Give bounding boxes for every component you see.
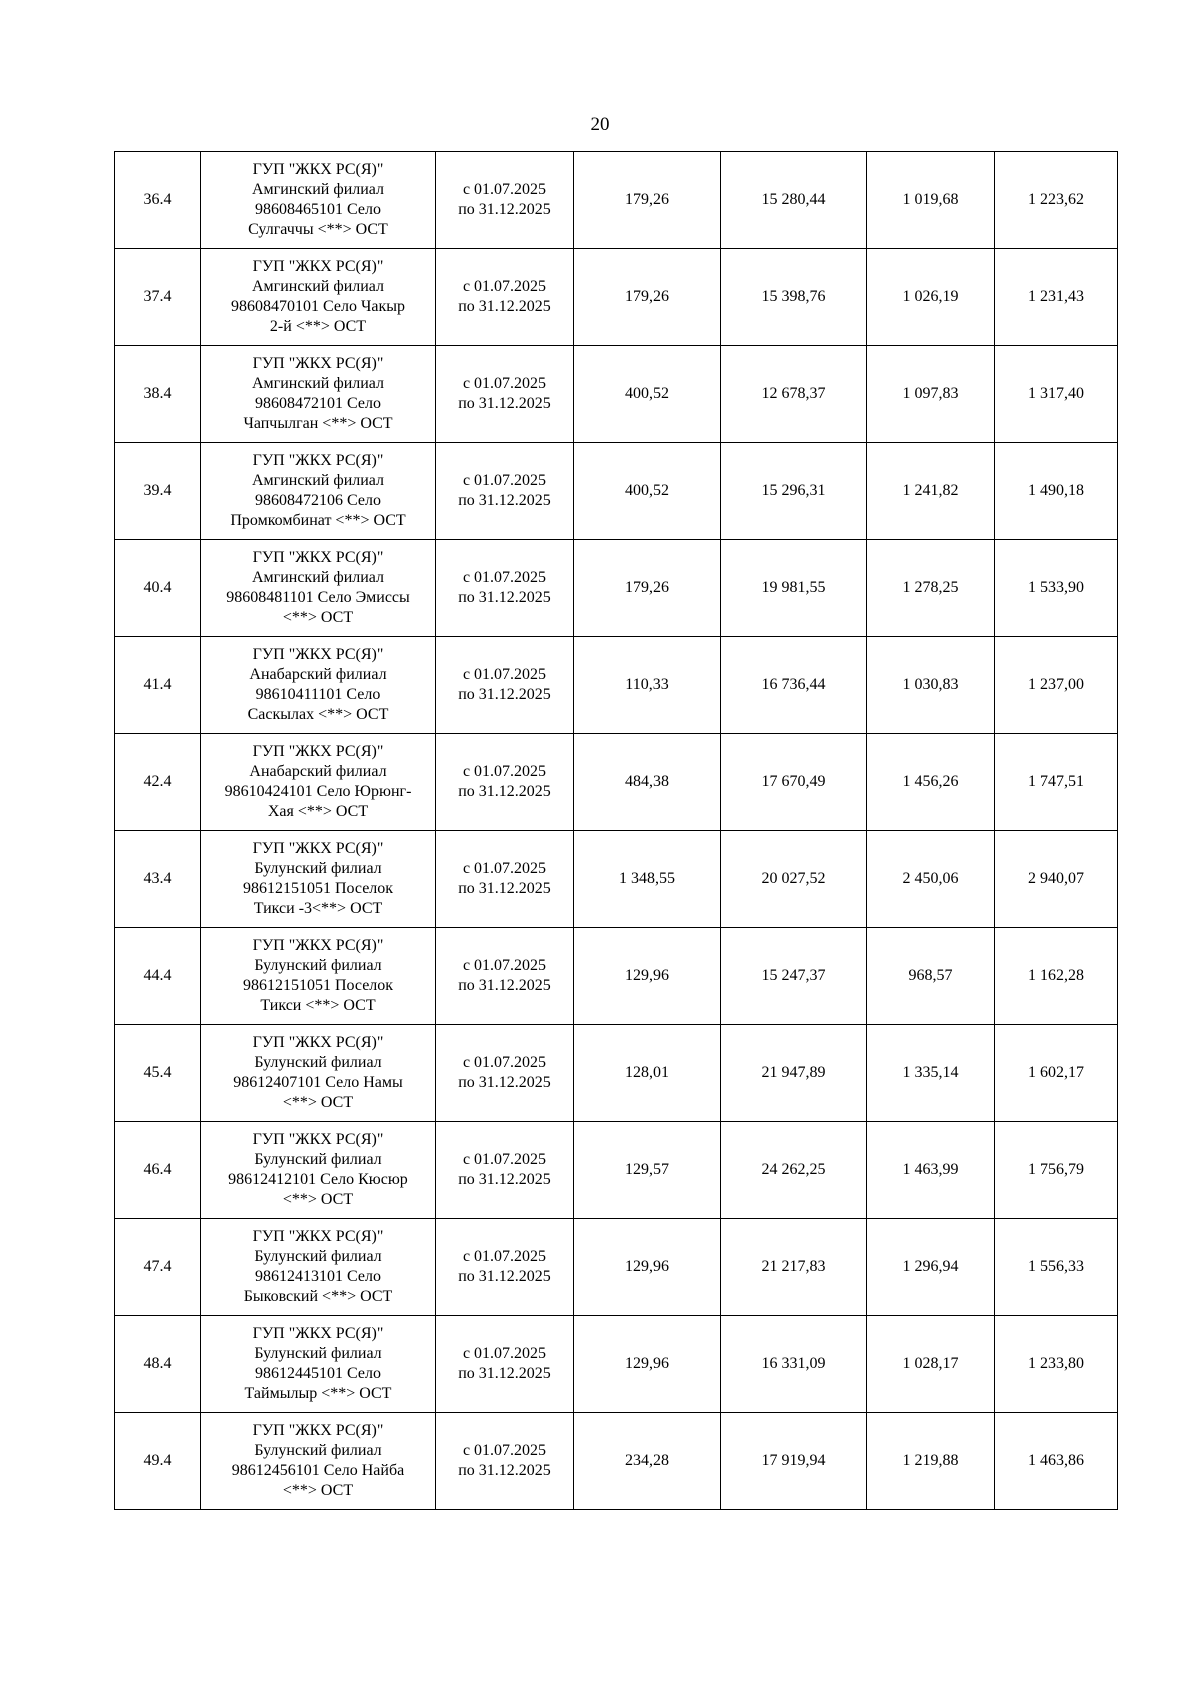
value-cell-v2: 17 670,49 (721, 734, 867, 831)
value-cell-v1: 484,38 (574, 734, 721, 831)
organization-line: ГУП "ЖКХ РС(Я)" (252, 161, 384, 178)
organization-line: ГУП "ЖКХ РС(Я)" (252, 1228, 384, 1245)
value-cell-v1: 179,26 (574, 540, 721, 637)
period-line: с 01.07.2025 (462, 569, 547, 586)
organization-cell (201, 1316, 436, 1413)
table-row (115, 928, 1118, 1025)
value-cell-v1: 128,01 (574, 1025, 721, 1122)
table-row (115, 540, 1118, 637)
value-cell-v2: 19 981,55 (721, 540, 867, 637)
period-cell (436, 928, 574, 1025)
organization-line: ГУП "ЖКХ РС(Я)" (252, 646, 384, 663)
value-cell-v1: 400,52 (574, 443, 721, 540)
table-row (115, 152, 1118, 249)
organization-line: ГУП "ЖКХ РС(Я)" (252, 355, 384, 372)
organization-line: Амгинский филиал (251, 472, 385, 489)
row-number-cell: 39.4 (115, 443, 201, 540)
value-cell-v2: 15 280,44 (721, 152, 867, 249)
period-line: по 31.12.2025 (458, 1462, 551, 1479)
period-line: с 01.07.2025 (462, 375, 547, 392)
page-number: 20 (590, 114, 610, 135)
value-cell-v1: 234,28 (574, 1413, 721, 1510)
period-cell (436, 443, 574, 540)
organization-line: ГУП "ЖКХ РС(Я)" (252, 258, 384, 275)
value-cell-v3: 968,57 (867, 928, 995, 1025)
period-cell (436, 1413, 574, 1510)
organization-cell (201, 637, 436, 734)
organization-line: Тикси -3<**> ОСТ (253, 900, 383, 917)
organization-line: 98612445101 Село (255, 1365, 381, 1382)
period-line: по 31.12.2025 (458, 880, 551, 897)
period-line: по 31.12.2025 (458, 1365, 551, 1382)
organization-line: Хая <**> ОСТ (267, 803, 369, 820)
period-line: по 31.12.2025 (458, 977, 551, 994)
organization-line: 98608472101 Село (255, 395, 381, 412)
organization-line: Анабарский филиал (249, 763, 387, 780)
organization-line: Амгинский филиал (251, 181, 385, 198)
value-cell-v4: 1 602,17 (995, 1025, 1118, 1122)
organization-line: Быковский <**> ОСТ (243, 1288, 393, 1305)
organization-line: 98608470101 Село Чакыр (231, 298, 405, 315)
value-cell-v3: 1 456,26 (867, 734, 995, 831)
value-cell-v2: 20 027,52 (721, 831, 867, 928)
tariff-table (114, 151, 1118, 1510)
value-cell-v3: 1 241,82 (867, 443, 995, 540)
period-line: по 31.12.2025 (458, 298, 551, 315)
value-cell-v2: 24 262,25 (721, 1122, 867, 1219)
organization-line: Булунский филиал (254, 1345, 382, 1362)
table-row (115, 831, 1118, 928)
period-cell (436, 540, 574, 637)
row-number-cell: 47.4 (115, 1219, 201, 1316)
period-line: с 01.07.2025 (462, 763, 547, 780)
organization-line: ГУП "ЖКХ РС(Я)" (252, 1422, 384, 1439)
table-row (115, 346, 1118, 443)
period-line: по 31.12.2025 (458, 589, 551, 606)
organization-line: ГУП "ЖКХ РС(Я)" (252, 1325, 384, 1342)
table-row (115, 1025, 1118, 1122)
organization-line: Промкомбинат <**> ОСТ (230, 512, 406, 529)
period-cell (436, 1122, 574, 1219)
table-row (115, 443, 1118, 540)
organization-line: Саскылах <**> ОСТ (247, 706, 389, 723)
value-cell-v3: 1 030,83 (867, 637, 995, 734)
table-row (115, 1219, 1118, 1316)
organization-line: Булунский филиал (254, 1054, 382, 1071)
organization-line: Сулгаччы <**> ОСТ (248, 221, 388, 238)
organization-cell (201, 346, 436, 443)
value-cell-v3: 1 097,83 (867, 346, 995, 443)
organization-line: Амгинский филиал (251, 569, 385, 586)
row-number-cell: 49.4 (115, 1413, 201, 1510)
period-cell (436, 1316, 574, 1413)
period-line: по 31.12.2025 (458, 686, 551, 703)
table-row (115, 1122, 1118, 1219)
row-number-cell: 42.4 (115, 734, 201, 831)
organization-line: 98612151051 Поселок (242, 977, 394, 994)
organization-line: Тикси <**> ОСТ (260, 997, 376, 1014)
organization-line: Амгинский филиал (251, 278, 385, 295)
organization-cell (201, 1413, 436, 1510)
organization-line: ГУП "ЖКХ РС(Я)" (252, 452, 384, 469)
row-number-cell: 46.4 (115, 1122, 201, 1219)
value-cell-v3: 1 335,14 (867, 1025, 995, 1122)
value-cell-v3: 1 296,94 (867, 1219, 995, 1316)
organization-line: 98612407101 Село Намы (233, 1074, 403, 1091)
value-cell-v2: 21 217,83 (721, 1219, 867, 1316)
organization-line: ГУП "ЖКХ РС(Я)" (252, 1034, 384, 1051)
value-cell-v3: 1 019,68 (867, 152, 995, 249)
period-line: с 01.07.2025 (462, 1345, 547, 1362)
period-cell (436, 1025, 574, 1122)
value-cell-v1: 179,26 (574, 249, 721, 346)
value-cell-v3: 2 450,06 (867, 831, 995, 928)
period-line: с 01.07.2025 (462, 181, 547, 198)
table-row (115, 1413, 1118, 1510)
period-cell (436, 249, 574, 346)
value-cell-v4: 1 490,18 (995, 443, 1118, 540)
organization-line: 2-й <**> ОСТ (269, 318, 367, 335)
period-line: по 31.12.2025 (458, 201, 551, 218)
organization-line: 98610424101 Село Юрюнг- (224, 783, 412, 800)
value-cell-v3: 1 463,99 (867, 1122, 995, 1219)
organization-cell (201, 152, 436, 249)
period-line: по 31.12.2025 (458, 1268, 551, 1285)
organization-line: ГУП "ЖКХ РС(Я)" (252, 549, 384, 566)
period-line: с 01.07.2025 (462, 1442, 547, 1459)
organization-line: 98612151051 Поселок (242, 880, 394, 897)
period-cell (436, 1219, 574, 1316)
period-line: с 01.07.2025 (462, 957, 547, 974)
organization-cell (201, 540, 436, 637)
period-line: по 31.12.2025 (458, 783, 551, 800)
organization-line: 98612412101 Село Кюсюр (228, 1171, 408, 1188)
value-cell-v1: 179,26 (574, 152, 721, 249)
organization-line: Амгинский филиал (251, 375, 385, 392)
period-cell (436, 346, 574, 443)
value-cell-v1: 129,96 (574, 1219, 721, 1316)
value-cell-v2: 12 678,37 (721, 346, 867, 443)
period-line: с 01.07.2025 (462, 860, 547, 877)
table-row (115, 637, 1118, 734)
row-number-cell: 43.4 (115, 831, 201, 928)
table-row (115, 1316, 1118, 1413)
row-number-cell: 45.4 (115, 1025, 201, 1122)
value-cell-v4: 1 533,90 (995, 540, 1118, 637)
organization-line: Булунский филиал (254, 1248, 382, 1265)
period-line: с 01.07.2025 (462, 1248, 547, 1265)
organization-line: Булунский филиал (254, 1151, 382, 1168)
organization-line: <**> ОСТ (282, 1482, 354, 1499)
period-line: по 31.12.2025 (458, 395, 551, 412)
organization-line: 98608465101 Село (255, 201, 381, 218)
row-number-cell: 48.4 (115, 1316, 201, 1413)
organization-line: 98608472106 Село (255, 492, 381, 509)
organization-line: Таймылыр <**> ОСТ (244, 1385, 392, 1402)
row-number-cell: 40.4 (115, 540, 201, 637)
period-line: с 01.07.2025 (462, 1054, 547, 1071)
organization-cell (201, 928, 436, 1025)
value-cell-v4: 1 237,00 (995, 637, 1118, 734)
organization-line: Чапчылган <**> ОСТ (243, 415, 393, 432)
row-number-cell: 44.4 (115, 928, 201, 1025)
value-cell-v4: 1 463,86 (995, 1413, 1118, 1510)
row-number-cell: 41.4 (115, 637, 201, 734)
value-cell-v4: 1 231,43 (995, 249, 1118, 346)
period-line: по 31.12.2025 (458, 1074, 551, 1091)
value-cell-v4: 1 556,33 (995, 1219, 1118, 1316)
value-cell-v4: 1 223,62 (995, 152, 1118, 249)
value-cell-v4: 1 756,79 (995, 1122, 1118, 1219)
period-cell (436, 152, 574, 249)
organization-cell (201, 249, 436, 346)
value-cell-v1: 1 348,55 (574, 831, 721, 928)
table-row (115, 249, 1118, 346)
organization-line: ГУП "ЖКХ РС(Я)" (252, 743, 384, 760)
value-cell-v2: 16 736,44 (721, 637, 867, 734)
organization-line: Булунский филиал (254, 1442, 382, 1459)
period-line: с 01.07.2025 (462, 1151, 547, 1168)
period-line: по 31.12.2025 (458, 492, 551, 509)
organization-line: 98610411101 Село (255, 686, 381, 703)
organization-cell (201, 1122, 436, 1219)
value-cell-v3: 1 026,19 (867, 249, 995, 346)
value-cell-v1: 129,57 (574, 1122, 721, 1219)
value-cell-v2: 15 296,31 (721, 443, 867, 540)
organization-line: ГУП "ЖКХ РС(Я)" (252, 840, 384, 857)
organization-line: ГУП "ЖКХ РС(Я)" (252, 1131, 384, 1148)
row-number-cell: 37.4 (115, 249, 201, 346)
value-cell-v2: 15 398,76 (721, 249, 867, 346)
period-line: по 31.12.2025 (458, 1171, 551, 1188)
row-number-cell: 36.4 (115, 152, 201, 249)
organization-cell (201, 1025, 436, 1122)
period-cell (436, 734, 574, 831)
value-cell-v2: 15 247,37 (721, 928, 867, 1025)
value-cell-v3: 1 028,17 (867, 1316, 995, 1413)
organization-line: Булунский филиал (254, 957, 382, 974)
period-line: с 01.07.2025 (462, 666, 547, 683)
organization-line: Булунский филиал (254, 860, 382, 877)
organization-line: <**> ОСТ (282, 1094, 354, 1111)
value-cell-v3: 1 219,88 (867, 1413, 995, 1510)
organization-line: 98612413101 Село (255, 1268, 381, 1285)
organization-line: <**> ОСТ (282, 1191, 354, 1208)
table-body (115, 152, 1118, 1510)
organization-line: ГУП "ЖКХ РС(Я)" (252, 937, 384, 954)
value-cell-v1: 400,52 (574, 346, 721, 443)
organization-cell (201, 734, 436, 831)
value-cell-v2: 17 919,94 (721, 1413, 867, 1510)
value-cell-v1: 129,96 (574, 928, 721, 1025)
value-cell-v2: 21 947,89 (721, 1025, 867, 1122)
row-number-cell: 38.4 (115, 346, 201, 443)
period-cell (436, 831, 574, 928)
value-cell-v3: 1 278,25 (867, 540, 995, 637)
value-cell-v1: 110,33 (574, 637, 721, 734)
organization-cell (201, 443, 436, 540)
value-cell-v4: 2 940,07 (995, 831, 1118, 928)
value-cell-v4: 1 162,28 (995, 928, 1118, 1025)
period-line: с 01.07.2025 (462, 472, 547, 489)
value-cell-v4: 1 747,51 (995, 734, 1118, 831)
table-row (115, 734, 1118, 831)
period-line: с 01.07.2025 (462, 278, 547, 295)
organization-line: Анабарский филиал (249, 666, 387, 683)
value-cell-v4: 1 317,40 (995, 346, 1118, 443)
value-cell-v1: 129,96 (574, 1316, 721, 1413)
period-cell (436, 637, 574, 734)
organization-cell (201, 831, 436, 928)
value-cell-v2: 16 331,09 (721, 1316, 867, 1413)
organization-cell (201, 1219, 436, 1316)
value-cell-v4: 1 233,80 (995, 1316, 1118, 1413)
organization-line: 98612456101 Село Найба (231, 1462, 405, 1479)
organization-line: <**> ОСТ (282, 609, 354, 626)
organization-line: 98608481101 Село Эмиссы (226, 589, 410, 606)
